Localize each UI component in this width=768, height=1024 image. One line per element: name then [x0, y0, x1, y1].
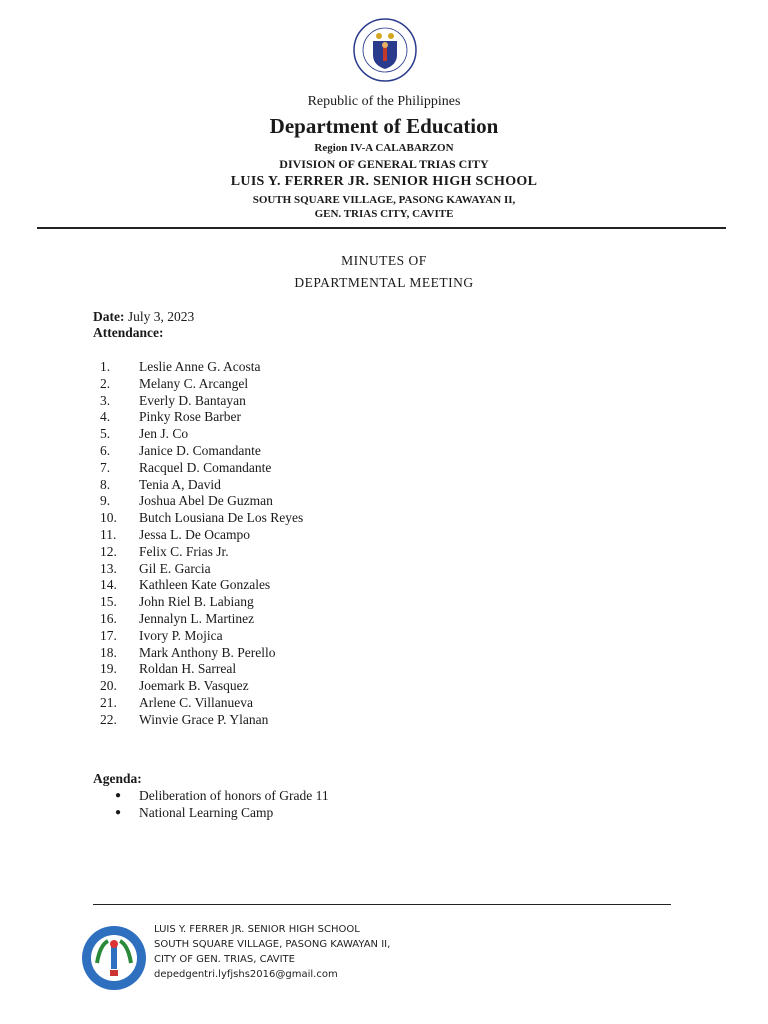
region-text: Region IV-A CALABARZON	[314, 142, 454, 154]
footer-address-2: CITY OF GEN. TRIAS, CAVITE	[154, 954, 295, 965]
attendee-item	[0, 544, 400, 561]
attendee-name: Ivory P. Mojica	[139, 627, 223, 643]
attendee-name: Mark Anthony B. Perello	[139, 644, 276, 660]
department-title: Department of Education	[269, 114, 499, 138]
attendee-item	[0, 493, 400, 510]
agenda-item-text: Deliberation of honors of Grade 11	[139, 788, 329, 803]
attendee-number: 7.	[100, 459, 111, 475]
attendee-number: 17.	[100, 627, 117, 643]
attendee-name: Tenia A, David	[139, 476, 221, 492]
attendee-item	[0, 460, 400, 477]
attendee-number: 9.	[100, 493, 111, 509]
attendee-number: 8.	[100, 476, 111, 492]
date-line	[93, 309, 194, 325]
attendee-item	[0, 561, 400, 578]
republic-text: Republic of the Philippines	[307, 94, 461, 109]
attendee-item	[0, 577, 400, 594]
school-logo	[80, 925, 148, 991]
attendee-number: 13.	[100, 560, 117, 576]
attendee-item	[0, 628, 400, 645]
attendee-number: 2.	[100, 375, 111, 391]
attendee-number: 3.	[100, 392, 111, 408]
attendee-number: 15.	[100, 594, 117, 610]
attendee-item	[0, 477, 400, 494]
attendee-item	[0, 510, 400, 527]
attendee-item	[0, 426, 400, 443]
footer-address-1: SOUTH SQUARE VILLAGE, PASONG KAWAYAN II,	[154, 939, 391, 950]
attendee-number: 6.	[100, 442, 111, 458]
attendee-item	[0, 359, 400, 376]
attendee-item	[0, 678, 400, 695]
attendee-name: Kathleen Kate Gonzales	[139, 577, 271, 593]
attendee-name: Racquel D. Comandante	[139, 459, 272, 475]
school-address-1: SOUTH SQUARE VILLAGE, PASONG KAWAYAN II,	[252, 194, 516, 206]
attendee-number: 16.	[100, 610, 117, 626]
attendee-number: 21.	[100, 694, 117, 710]
agenda-list	[0, 788, 400, 822]
attendance-label: Attendance:	[93, 325, 164, 340]
minutes-title-2: DEPARTMENTAL MEETING	[294, 275, 474, 290]
attendee-item	[0, 695, 400, 712]
attendee-name: Pinky Rose Barber	[139, 409, 241, 425]
attendee-item	[0, 393, 400, 410]
attendee-name: Roldan H. Sarreal	[139, 661, 237, 677]
attendee-number: 14.	[100, 577, 117, 593]
attendee-name: Leslie Anne G. Acosta	[139, 359, 261, 374]
bullet-icon: ●	[115, 790, 122, 801]
attendee-item	[0, 611, 400, 628]
attendee-number: 18.	[100, 644, 117, 660]
deped-seal-logo	[352, 17, 418, 83]
attendee-number: 4.	[100, 409, 111, 425]
attendee-number: 12.	[100, 543, 117, 559]
attendee-name: Felix C. Frias Jr.	[139, 543, 229, 559]
attendee-number: 5.	[100, 426, 111, 442]
attendee-item	[0, 409, 400, 426]
bullet-icon: ●	[115, 806, 122, 818]
attendee-item	[0, 443, 400, 460]
attendee-item	[0, 527, 400, 544]
attendee-item	[0, 712, 400, 729]
attendee-name: Joemark B. Vasquez	[139, 678, 249, 694]
attendee-name: Joshua Abel De Guzman	[139, 493, 273, 509]
attendee-number: 10.	[100, 510, 117, 526]
attendee-name: Arlene C. Villanueva	[139, 694, 254, 710]
attendee-number: 19.	[100, 661, 117, 677]
header-divider	[37, 227, 726, 229]
attendee-name: Melany C. Arcangel	[139, 375, 249, 391]
date-value: July 3, 2023	[127, 309, 195, 324]
school-address-2: GEN. TRIAS CITY, CAVITE	[314, 208, 454, 220]
division-text: DIVISION OF GENERAL TRIAS CITY	[279, 157, 489, 171]
attendee-name: Butch Lousiana De Los Reyes	[139, 510, 304, 526]
school-name: LUIS Y. FERRER JR. SENIOR HIGH SCHOOL	[230, 174, 538, 189]
attendee-name: Jen J. Co	[139, 426, 189, 442]
attendee-name: Janice D. Comandante	[139, 442, 261, 458]
attendee-item	[0, 645, 400, 662]
attendee-name: Jennalyn L. Martinez	[139, 610, 255, 626]
attendee-name: Jessa L. De Ocampo	[139, 526, 250, 542]
attendee-item	[0, 661, 400, 678]
attendee-item	[0, 376, 400, 393]
agenda-item	[0, 788, 400, 805]
attendee-number: 11.	[100, 526, 117, 542]
agenda-label: Agenda:	[93, 771, 142, 786]
attendee-number: 22.	[100, 711, 117, 727]
agenda-item-text: National Learning Camp	[139, 804, 274, 820]
footer-school-name: LUIS Y. FERRER JR. SENIOR HIGH SCHOOL	[154, 924, 360, 935]
attendee-name: Winvie Grace P. Ylanan	[139, 711, 269, 727]
minutes-title-1: MINUTES OF	[341, 253, 427, 268]
footer-email[interactable]: depedgentri.lyfjshs2016@gmail.com	[154, 969, 338, 980]
attendee-number: 20.	[100, 678, 117, 694]
attendee-name: John Riel B. Labiang	[139, 594, 254, 610]
attendee-number: 1.	[100, 359, 111, 374]
attendee-name: Everly D. Bantayan	[139, 392, 246, 408]
attendance-list	[0, 359, 400, 729]
attendee-item	[0, 594, 400, 611]
date-label: Date:	[93, 309, 125, 324]
footer-divider	[93, 904, 671, 905]
agenda-item	[0, 805, 400, 822]
attendee-name: Gil E. Garcia	[139, 560, 211, 576]
